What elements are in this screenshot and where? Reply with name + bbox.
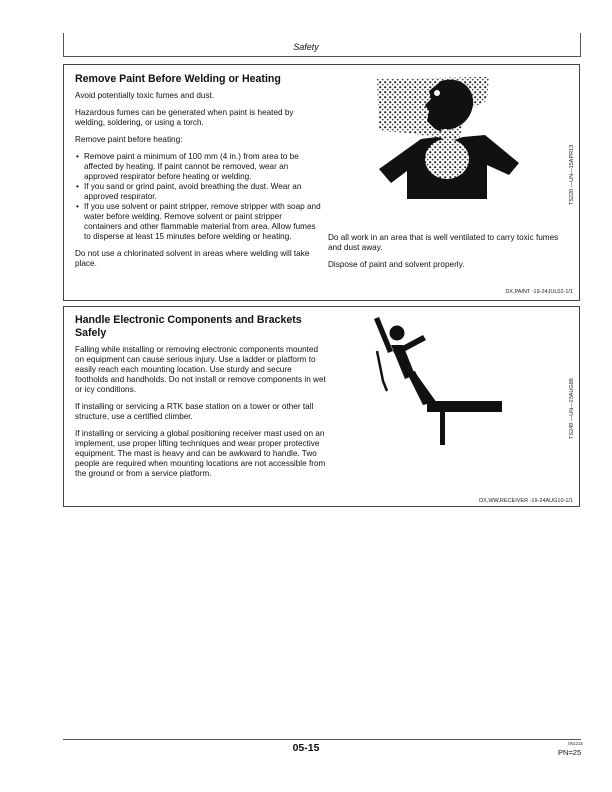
paragraph: Do not use a chlorinated solvent in areas where welding will take place. (75, 249, 310, 268)
electronic-components-section (63, 306, 580, 507)
date-code: 081215 (568, 741, 584, 746)
paragraph: Hazardous fumes can be generated when paint is heated by welding, soldering, or using a torch. (75, 108, 294, 127)
paragraph: Remove paint before heating: (75, 135, 183, 144)
reference-code: DX,PAINT -19-24JUL02-1/1 (505, 289, 573, 295)
paragraph: If installing or servicing a RTK base station on a tower or other tall structure, use a certified climber. (75, 402, 314, 421)
reference-code: DX,WW,RECEIVER -19-24AUG10-1/1 (479, 498, 573, 504)
section-title (75, 314, 302, 340)
section-title: Remove Paint Before Welding or Heating (75, 73, 281, 85)
page-number: 05-15 (292, 742, 320, 754)
right-column (328, 233, 574, 277)
paragraph: Falling while installing or removing electronic components mounted on equipment can cause serious injury. Use a ladder or platform to easily reach each mounting location. Use sturdy and secure footholds and handholds. Do not install or remove components in wet or icy conditions. (75, 345, 326, 394)
left-column (75, 345, 327, 486)
image-id: TS220 —UN—15APR13 (569, 144, 575, 205)
left-column (75, 91, 321, 276)
paragraph: If installing or servicing a global positioning receiver mast used on an implement, use proper lifting techniques and wear proper protective equipment. The mast is heavy and can be awkward to handle. Two people are required when mounting locations are not accessible from the ground or from a service platform. (75, 429, 326, 478)
bullet-item: • If you use solvent or paint stripper, remove stripper with soap and water before welding. Remove solvent or paint stripper containers and other flammable material from area. Allow fumes to disperse at least 15 minutes before welding or heating. (75, 202, 321, 242)
title-line: Handle Electronic Components and Brackets (75, 314, 302, 326)
bullet-list (75, 152, 321, 242)
toxic-fumes-illustration (369, 71, 529, 211)
paragraph: Dispose of paint and solvent properly. (328, 260, 465, 269)
bullet-item: • If you sand or grind paint, avoid breathing the dust. Wear an approved respirator. (75, 182, 321, 202)
image-id: TS249 —UN—23AUG88 (569, 378, 575, 439)
paragraph: Avoid potentially toxic fumes and dust. (75, 91, 215, 100)
header-rule (63, 56, 581, 57)
falling-person-illustration (369, 311, 514, 446)
running-header: Safety (293, 42, 319, 52)
title-line: Safely (75, 327, 107, 339)
paint-welding-section (63, 64, 580, 301)
bullet-item: • Remove paint a minimum of 100 mm (4 in.) from area to be affected by heating. If paint cannot be removed, wear an approved respirator before heating or welding. (75, 152, 321, 182)
footer-rule (63, 739, 581, 740)
paragraph: Do all work in an area that is well ventilated to carry toxic fumes and dust away. (328, 233, 559, 252)
pn-label: PN=25 (558, 748, 582, 757)
